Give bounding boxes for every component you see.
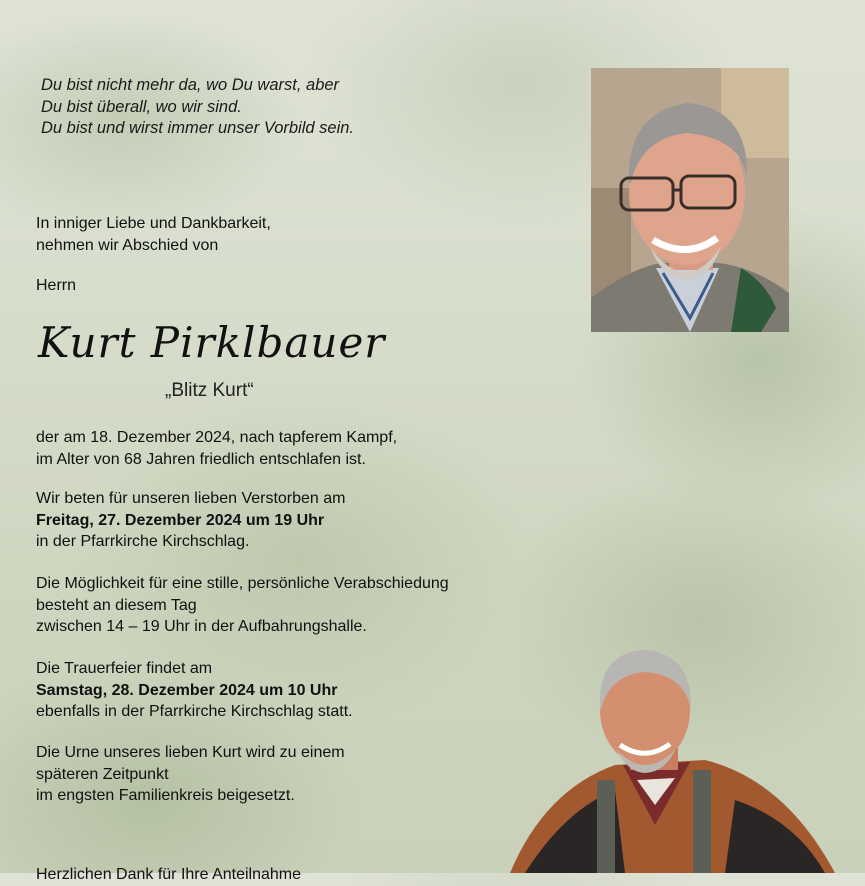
quote-line: Du bist überall, wo wir sind.: [41, 97, 242, 116]
deceased-name: Kurt Pirklbauer: [38, 318, 386, 367]
prayer-notice: [36, 488, 346, 553]
prayer-place: in der Pfarrkirche Kirchschlag.: [36, 533, 250, 550]
urn-line: Die Urne unseres lieben Kurt wird zu einem: [36, 744, 345, 761]
death-notice: [36, 427, 397, 470]
funeral-notice: [36, 658, 353, 723]
salutation: Herrn: [36, 277, 77, 294]
farewell-line: Die Möglichkeit für eine stille, persönliche Verabschiedung: [36, 575, 449, 592]
footer-text: Herzlichen Dank für Ihre Anteilnahme: [36, 866, 302, 883]
memorial-quote: [41, 75, 354, 140]
death-notice-line: im Alter von 68 Jahren friedlich entschlafen ist.: [36, 450, 366, 468]
quote-line: Du bist nicht mehr da, wo Du warst, aber: [41, 76, 340, 94]
death-notice-line: der am 18. Dezember 2024, nach tapferem Kampf,: [36, 429, 398, 446]
urn-line: späteren Zeitpunkt: [36, 765, 169, 783]
farewell-line: besteht an diesem Tag: [36, 596, 197, 614]
funeral-place: ebenfalls in der Pfarrkirche Kirchschlag statt.: [36, 703, 353, 720]
quote-line: Du bist und wirst immer unser Vorbild sein.: [41, 119, 355, 137]
funeral-line: Die Trauerfeier findet am: [36, 660, 213, 677]
urn-line: im engsten Familienkreis beigesetzt.: [36, 787, 295, 804]
prayer-line: Wir beten für unseren lieben Verstorben am: [36, 490, 346, 507]
prayer-date: Freitag, 27. Dezember 2024 um 19 Uhr: [36, 511, 325, 529]
intro-line: In inniger Liebe und Dankbarkeit,: [36, 215, 271, 232]
urn-notice: [36, 742, 345, 807]
farewell-line: zwischen 14 – 19 Uhr in der Aufbahrungshalle.: [36, 618, 367, 635]
farewell-notice: [36, 573, 449, 638]
funeral-date: Samstag, 28. Dezember 2024 um 10 Uhr: [36, 681, 338, 699]
deceased-nickname: „Blitz Kurt“: [165, 380, 254, 401]
outdoor-photo: [505, 640, 850, 873]
intro-text: [36, 213, 271, 256]
portrait-photo: [591, 68, 789, 332]
intro-line: nehmen wir Abschied von: [36, 236, 219, 254]
